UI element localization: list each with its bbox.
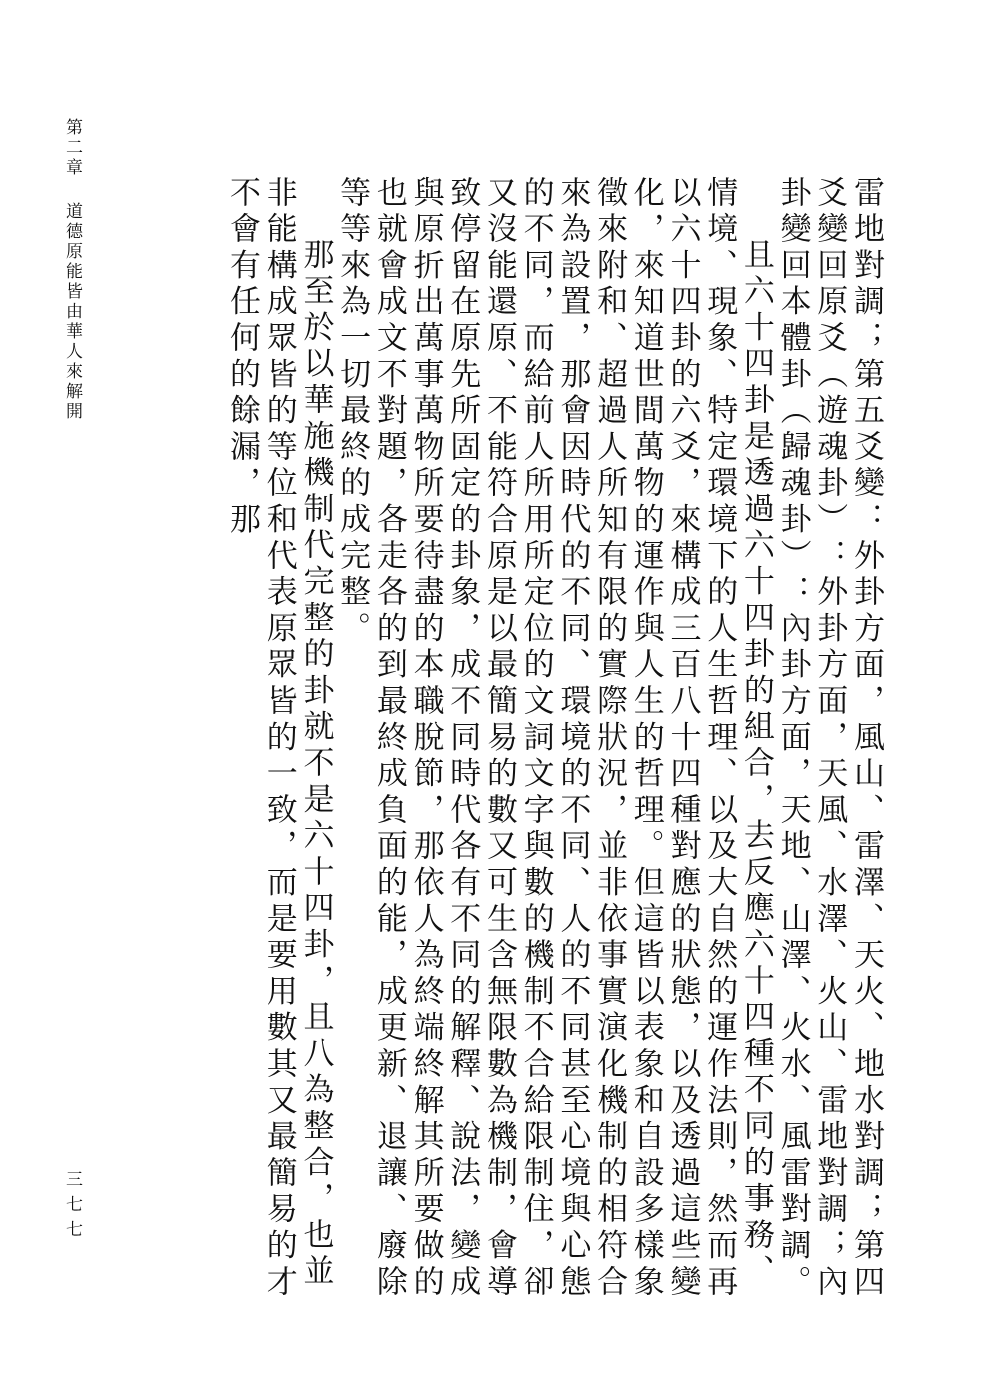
chapter-title: 道德原能皆由華人來解開 xyxy=(62,202,82,422)
chapter-label: 第二章 xyxy=(62,118,82,178)
page-number: 三七七 xyxy=(62,1170,82,1245)
paragraph-3: 那至於以華施機制代完整的卦就不是六十四卦，且八為整合，也並非能構成眾皆的等位和代表原眾皆的一致，而是要用數其又最簡易的才不會有任何的餘漏，那 xyxy=(224,176,334,1302)
body-text xyxy=(124,176,884,1316)
running-head xyxy=(58,118,86,422)
paragraph-2: 且六十四卦是透過六十四卦的組合，去反應六十四種不同的事務、情境、現象、特定環境下的人生哲理、以及大自然的運作法則，然而再以六十四卦的六爻，來構成三百八十四種對應的狀態，以及透過這些變化，來知道世間萬物的運作與人生的哲理。但這皆以表象和自設多樣象徵來附和、超過人所知有限的實際狀況，並非依事實演化機制的相符合來為設置，那會因時代的不同、環境的不同、人的不同甚至心境與心態的不同，而給前人所用所定位的文詞文字與數的機制不合給限制住，卻又沒能還原、不能符合原是以最簡易的數又可生含無限數為機制，會導致停留在原先所固定的卦象，成不同時代各有不同的解釋、說法，變成與原折出萬事萬物所要待盡的本職脫節，那依人為終端終解其所要做的也就會成文不對題，各走各的到最終成負面的能，成更新、退讓、廢除等等來為一切最終的成完整。 xyxy=(334,176,774,1302)
paragraph-1: 雷地對調；第五爻變：外卦方面，風山、雷澤、天火、地水對調；第四爻變回原爻（遊魂卦）：外卦方面，天風、水澤、火山、雷地對調；內卦變回本體卦（歸魂卦）：內卦方面，天地、山澤、火水、風雷對調。 xyxy=(774,176,884,1302)
